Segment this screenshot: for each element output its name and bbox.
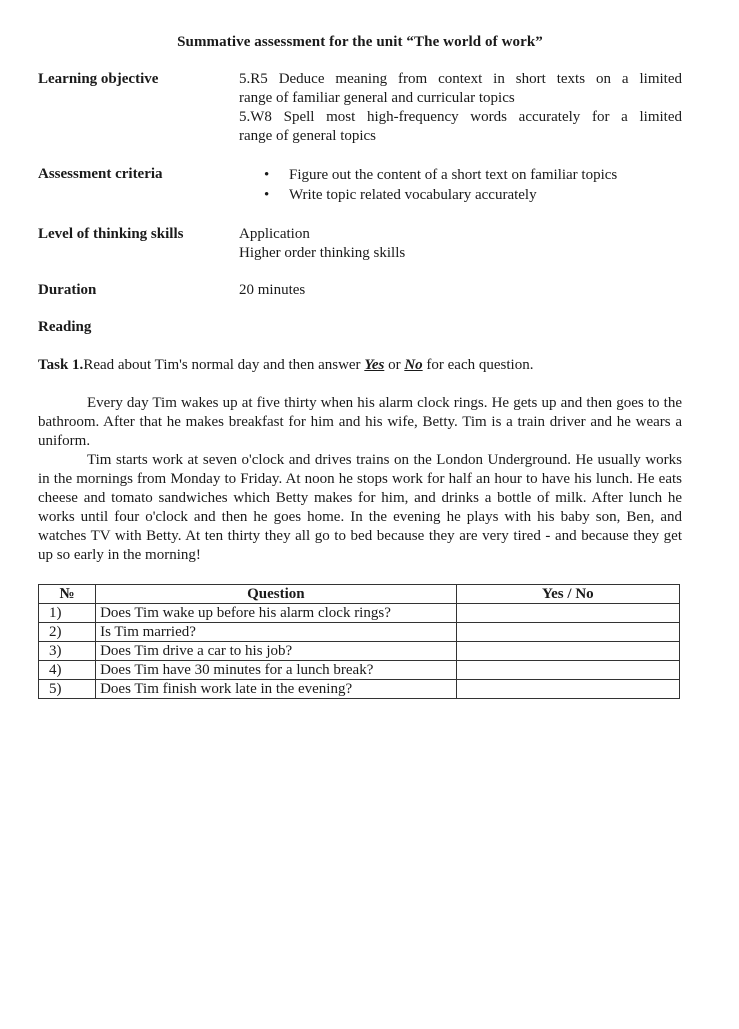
duration-value: 20 minutes xyxy=(239,282,306,298)
question-text: Is Tim married? xyxy=(96,623,457,642)
thinking-skill-line: Application xyxy=(239,226,310,242)
assessment-criteria-label: Assessment criteria xyxy=(38,166,163,182)
yes-word: Yes xyxy=(364,357,385,373)
table-row xyxy=(39,623,680,642)
objective-line: 5.W8 Spell most high-frequency words accurately for a limited xyxy=(239,109,682,125)
answer-cell[interactable] xyxy=(456,604,679,623)
task-instruction xyxy=(38,356,682,375)
criteria-item: • Figure out the content of a short text on familiar topics xyxy=(239,165,682,185)
question-text: Does Tim drive a car to his job? xyxy=(96,642,457,661)
thinking-skills-row xyxy=(38,225,682,263)
duration-label: Duration xyxy=(38,282,97,298)
duration-row xyxy=(38,281,682,300)
answer-cell[interactable] xyxy=(456,680,679,699)
task-text: or xyxy=(384,357,405,373)
criteria-list xyxy=(239,165,682,205)
answer-cell[interactable] xyxy=(456,642,679,661)
table-header-row xyxy=(39,585,680,604)
objective-line: 5.R5 Deduce meaning from context in short texts on a limited xyxy=(239,71,682,87)
task-label: Task 1. xyxy=(38,357,84,373)
question-number: 3) xyxy=(39,642,96,661)
document-title: Summative assessment for the unit “The world of work” xyxy=(177,34,543,50)
objective-line: range of familiar general and curricular topics xyxy=(239,90,515,106)
section-heading-reading: Reading xyxy=(38,319,92,335)
learning-objective-value xyxy=(239,70,682,146)
learning-objective-row xyxy=(38,70,682,146)
question-number: 5) xyxy=(39,680,96,699)
question-number: 2) xyxy=(39,623,96,642)
question-number: 4) xyxy=(39,661,96,680)
no-word: No xyxy=(404,357,423,373)
passage-paragraph: Tim starts work at seven o'clock and drives trains on the London Underground. He usually works in the mornings from Monday to Friday. At noon he stops work for half an hour to have his lunch. He eats cheese and tomato sandwiches which Betty makes for him, and drinks a bottle of milk. After lunch he works until four o'clock and then he goes home. In the evening he plays with his baby son, Ben, and watches TV with Betty. At ten thirty they all go to bed because they are very tired - and because they get up so early in the morning! xyxy=(38,452,682,563)
table-row xyxy=(39,604,680,623)
assessment-criteria-value xyxy=(239,165,682,205)
thinking-skills-label: Level of thinking skills xyxy=(38,226,184,242)
questions-table xyxy=(38,584,680,699)
task-text: for each question. xyxy=(422,357,534,373)
table-row xyxy=(39,642,680,661)
table-row xyxy=(39,680,680,699)
answer-header: Yes / No xyxy=(456,585,679,604)
task-text: Read about Tim's normal day and then answer xyxy=(83,357,365,373)
question-text: Does Tim wake up before his alarm clock rings? xyxy=(96,604,457,623)
question-text: Does Tim finish work late in the evening? xyxy=(96,680,457,699)
criteria-item: • Write topic related vocabulary accurately xyxy=(239,185,682,205)
question-header: Question xyxy=(96,585,457,604)
answer-cell[interactable] xyxy=(456,623,679,642)
question-text: Does Tim have 30 minutes for a lunch break? xyxy=(96,661,457,680)
reading-passage xyxy=(38,394,682,565)
document-page xyxy=(38,34,682,699)
question-number: 1) xyxy=(39,604,96,623)
table-row xyxy=(39,661,680,680)
learning-objective-label: Learning objective xyxy=(38,71,159,87)
thinking-skill-line: Higher order thinking skills xyxy=(239,245,406,261)
objective-line: range of general topics xyxy=(239,128,377,144)
answer-cell[interactable] xyxy=(456,661,679,680)
thinking-skills-value xyxy=(239,225,682,263)
number-header: № xyxy=(39,585,96,604)
assessment-criteria-row xyxy=(38,165,682,205)
passage-paragraph: Every day Tim wakes up at five thirty when his alarm clock rings. He gets up and then goes to the bathroom. After that he makes breakfast for him and his wife, Betty. Tim is a train driver and he wears a uniform. xyxy=(38,395,682,449)
